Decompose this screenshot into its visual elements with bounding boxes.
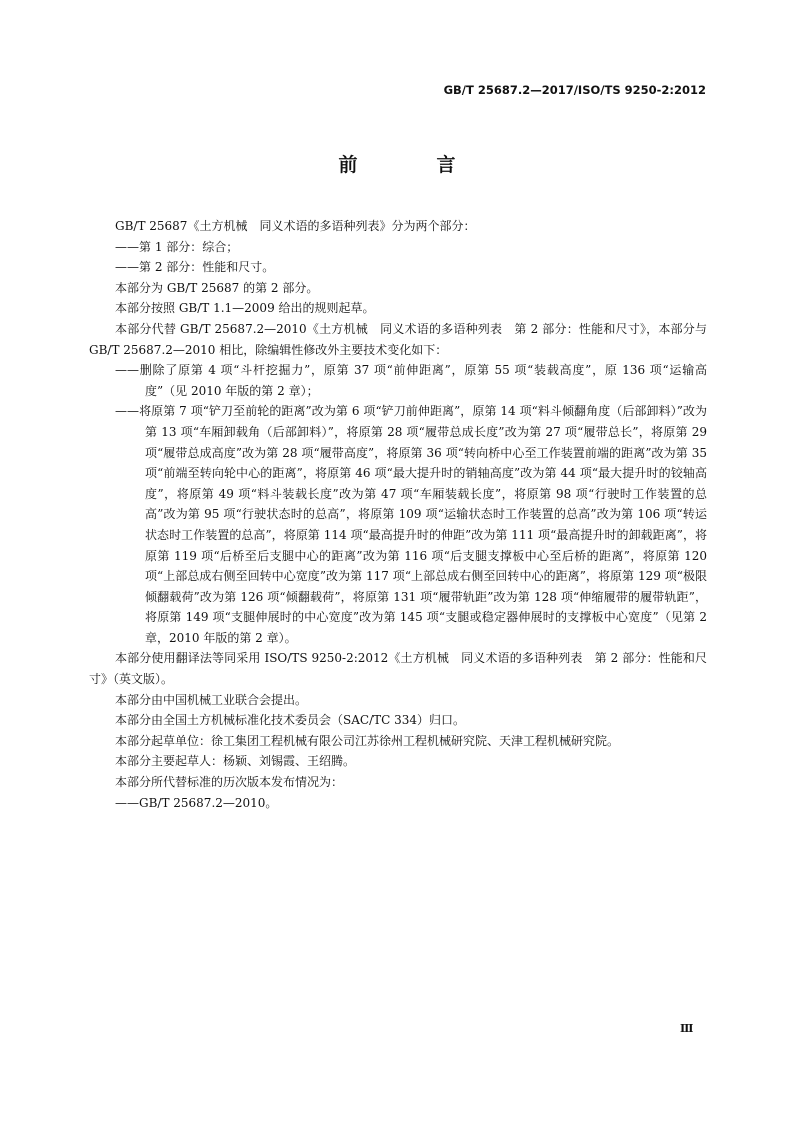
paragraph-drafting-units: 本部分起草单位：徐工集团工程机械有限公司江苏徐州工程机械研究院、天津工程机械研究院。 (115, 733, 620, 748)
page-number: Ⅲ (680, 1022, 694, 1035)
list-item-previous-edition: ——GB/T 25687.2—2010。 (115, 795, 278, 810)
list-item-deletions: ——删除了原第 4 项“斗杆挖掘力”，原第 37 项“前伸距离”，原第 55 项“装载高度”，原 136 项“运输高度”（见 2010 年版的第 2 章）； (115, 363, 707, 398)
paragraph-parts-intro: GB/T 25687《土方机械 同义术语的多语种列表》分为两个部分： (115, 219, 476, 233)
list-item-part-1: ——第 1 部分：综合； (115, 239, 239, 254)
paragraph-part-statement: 本部分为 GB/T 25687 的第 2 部分。 (115, 280, 319, 295)
list-item-part-2: ——第 2 部分：性能和尺寸。 (115, 260, 275, 275)
paragraph-replacement: 本部分代替 GB/T 25687.2—2010《土方机械 同义术语的多语种列表 第 2 部分：性能和尺寸》，本部分与 GB/T 25687.2—2010 相比，除编辑性修改外主要技术变化如下： (89, 321, 707, 357)
page-title: 前 言 (338, 154, 486, 176)
paragraph-committee: 本部分由全国土方机械标准化技术委员会（SAC/TC 334）归口。 (115, 713, 466, 728)
paragraph-drafters: 本部分主要起草人：杨颖、刘锡霞、王绍腾。 (115, 754, 356, 769)
paragraph-proposer: 本部分由中国机械工业联合会提出。 (115, 692, 308, 707)
preface-body (89, 216, 707, 813)
paragraph-adoption: 本部分使用翻译法等同采用 ISO/TS 9250-2:2012《土方机械 同义术语的多语种列表 第 2 部分：性能和尺寸》（英文版）。 (89, 651, 707, 687)
standard-number: GB/T 25687.2—2017/ISO/TS 9250-2:2012 (443, 83, 706, 97)
paragraph-drafting-rules: 本部分按照 GB/T 1.1—2009 给出的规则起草。 (115, 301, 375, 316)
paragraph-history-intro: 本部分所代替标准的历次版本发布情况为： (115, 775, 344, 790)
list-item-renames: ——将原第 7 项“铲刀至前轮的距离”改为第 6 项“铲刀前伸距离”，原第 14 项“料斗倾翻角度（后部卸料）”改为第 13 项“车厢卸载角（后部卸料）”，将原第 28 项“履带总成长度”改为第 27 项“履带总长”，将原第 29 项“履带总成高度”改为第 28 项“履带高度”，将原第 36 项“转向桥中心至工作装置前端的距离”改为第 35 项“前端至转向轮中心的距离”，将原第 46 项“最大提升时的销轴高度”改为第 44 项“最大提升时的铰轴高度”，将原第 49 项“料斗装载长度”改为第 47 项“车厢装载长度”，将原第 98 项“行驶时工作装置的总高”改为第 95 项“行驶状态时的总高”，将原第 109 项“运输状态时工作装置的总高”改为第 106 项“转运状态时工作装置的总高”，将原第 114 项“最高提升时的伸距”改为第 111 项“最高提升时的卸载距离”，将原第 119 项“后桥至后支腿中心的距离”改为第 116 项“后支腿支撑板中心至后桥的距离”，将原第 120 项“上部总成右侧至回转中心宽度”改为第 117 项“上部总成右侧至回转中心的距离”，将原第 129 项“极限倾翻载荷”改为第 126 项“倾翻载荷”，将原第 131 项“履带轨距”改为第 128 项“伸缩履带的履带轨距”，将原第 149 项“支腿伸展时的中心宽度”改为第 145 项“支腿或稳定器伸展时的支撑板中心宽度”（见第 2 章，2010 年版的第 2 章）。 (115, 404, 707, 645)
